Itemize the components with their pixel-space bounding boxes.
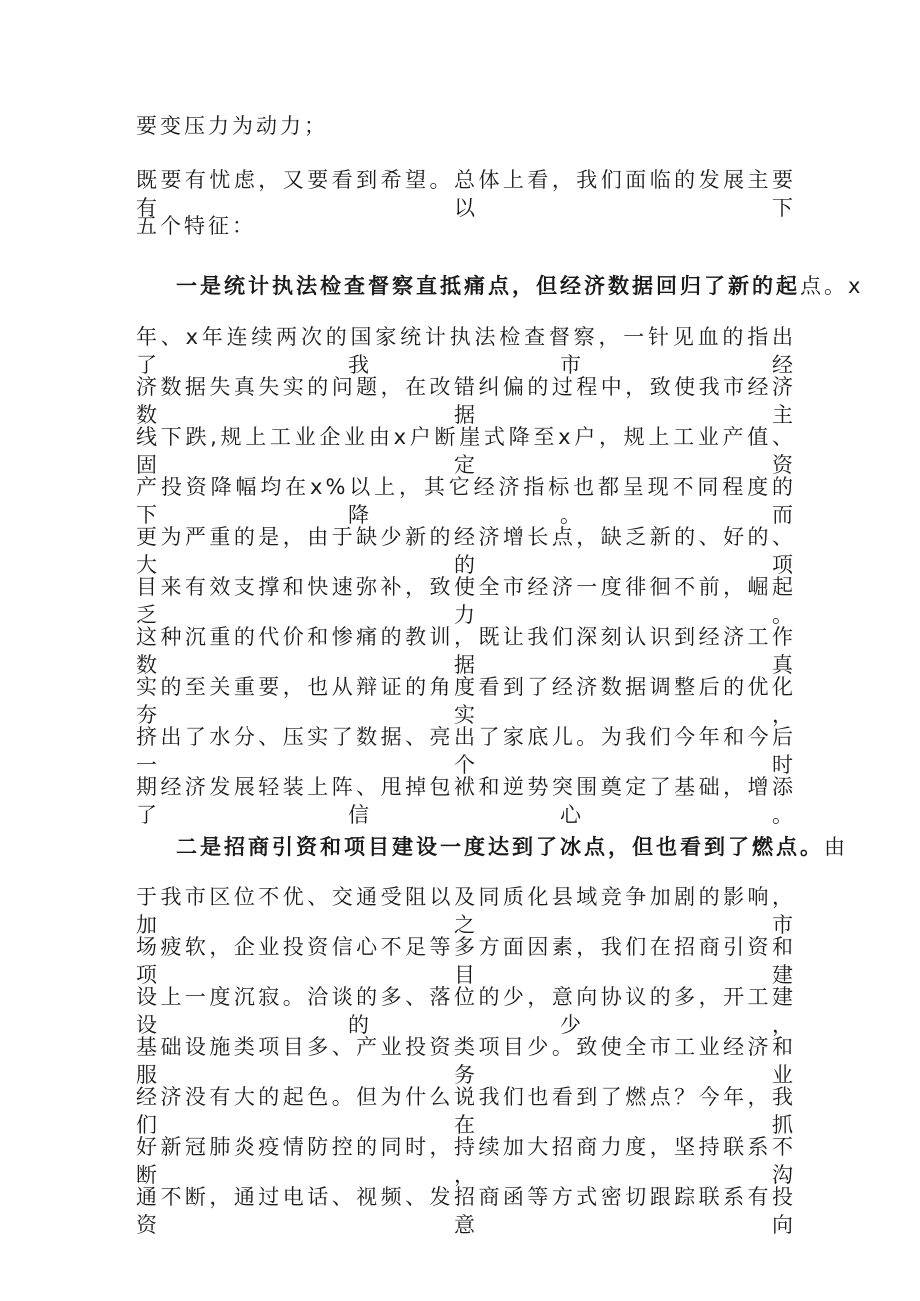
paragraph-1-first-line	[176, 272, 864, 300]
paragraph-2-first-line	[176, 833, 848, 861]
paragraph-2-line: 基础设施类项目多、产业投资类项目少。致使全市工业经济和服务业	[136, 1035, 796, 1087]
paragraph-1-line: 更为严重的是，由于缺少新的经济增长点，缺乏新的、好的、大的项	[136, 525, 796, 577]
paragraph-1-line: 期经济发展轻装上阵、甩掉包袱和逆势突围奠定了基础，增添了信心。	[136, 775, 796, 827]
paragraph-2-line: 设上一度沉寂。洽谈的多、落位的少，意向协议的多，开工建设的少，	[136, 985, 796, 1037]
paragraph-1-line: 挤出了水分、压实了数据、亮出了家底儿。为我们今年和今后一个时	[136, 725, 796, 777]
paragraph-1-line: 济数据失真失实的问题，在改错纠偏的过程中，致使我市经济数据主	[136, 375, 796, 427]
paragraph-2-line: 经济没有大的起色。但为什么说我们也看到了燃点？今年，我们在抓	[136, 1085, 796, 1137]
paragraph-1-heading-tail: 点。x	[800, 274, 864, 298]
paragraph-1-line: 产投资降幅均在x%以上，其它经济指标也都呈现不同程度的下降。而	[136, 475, 796, 527]
paragraph-2-line: 于我市区位不优、交通受阻以及同质化县域竞争加剧的影响，加之市	[136, 885, 796, 937]
paragraph-2-line: 通不断，通过电话、视频、发招商函等方式密切跟踪联系有投资意向	[136, 1185, 796, 1237]
paragraph-1-line: 目来有效支撑和快速弥补，致使全市经济一度徘徊不前，崛起乏力。	[136, 575, 796, 627]
paragraph-2-line: 场疲软，企业投资信心不足等多方面因素，我们在招商引资和项目建	[136, 935, 796, 987]
paragraph-1-line: 年、x年连续两次的国家统计执法检查督察，一针见血的指出了我市经	[136, 325, 796, 377]
paragraph-2-line: 好新冠肺炎疫情防控的同时，持续加大招商力度，坚持联系不断，沟	[136, 1135, 796, 1187]
paragraph-2-heading: 二是招商引资和项目建设一度达到了冰点，但也看到了燃点。	[176, 835, 824, 859]
intro-line-1: 要变压力为动力；	[136, 114, 328, 138]
paragraph-1-line: 线下跌,规上工业企业由x户断崖式降至x户，规上工业产值、固定资	[136, 425, 796, 477]
paragraph-1-line: 这种沉重的代价和惨痛的教训，既让我们深刻认识到经济工作数据真	[136, 625, 796, 677]
paragraph-2-heading-tail: 由	[824, 835, 848, 859]
intro-line-3: 五个特征：	[136, 214, 256, 238]
paragraph-1-heading: 一是统计执法检查督察直抵痛点，但经济数据回归了新的起	[176, 274, 800, 298]
intro-line-2: 既要有忧虑，又要看到希望。总体上看，我们面临的发展主要有以下	[136, 168, 796, 220]
paragraph-1-line: 实的至关重要，也从辩证的角度看到了经济数据调整后的优化夯实，	[136, 675, 796, 727]
